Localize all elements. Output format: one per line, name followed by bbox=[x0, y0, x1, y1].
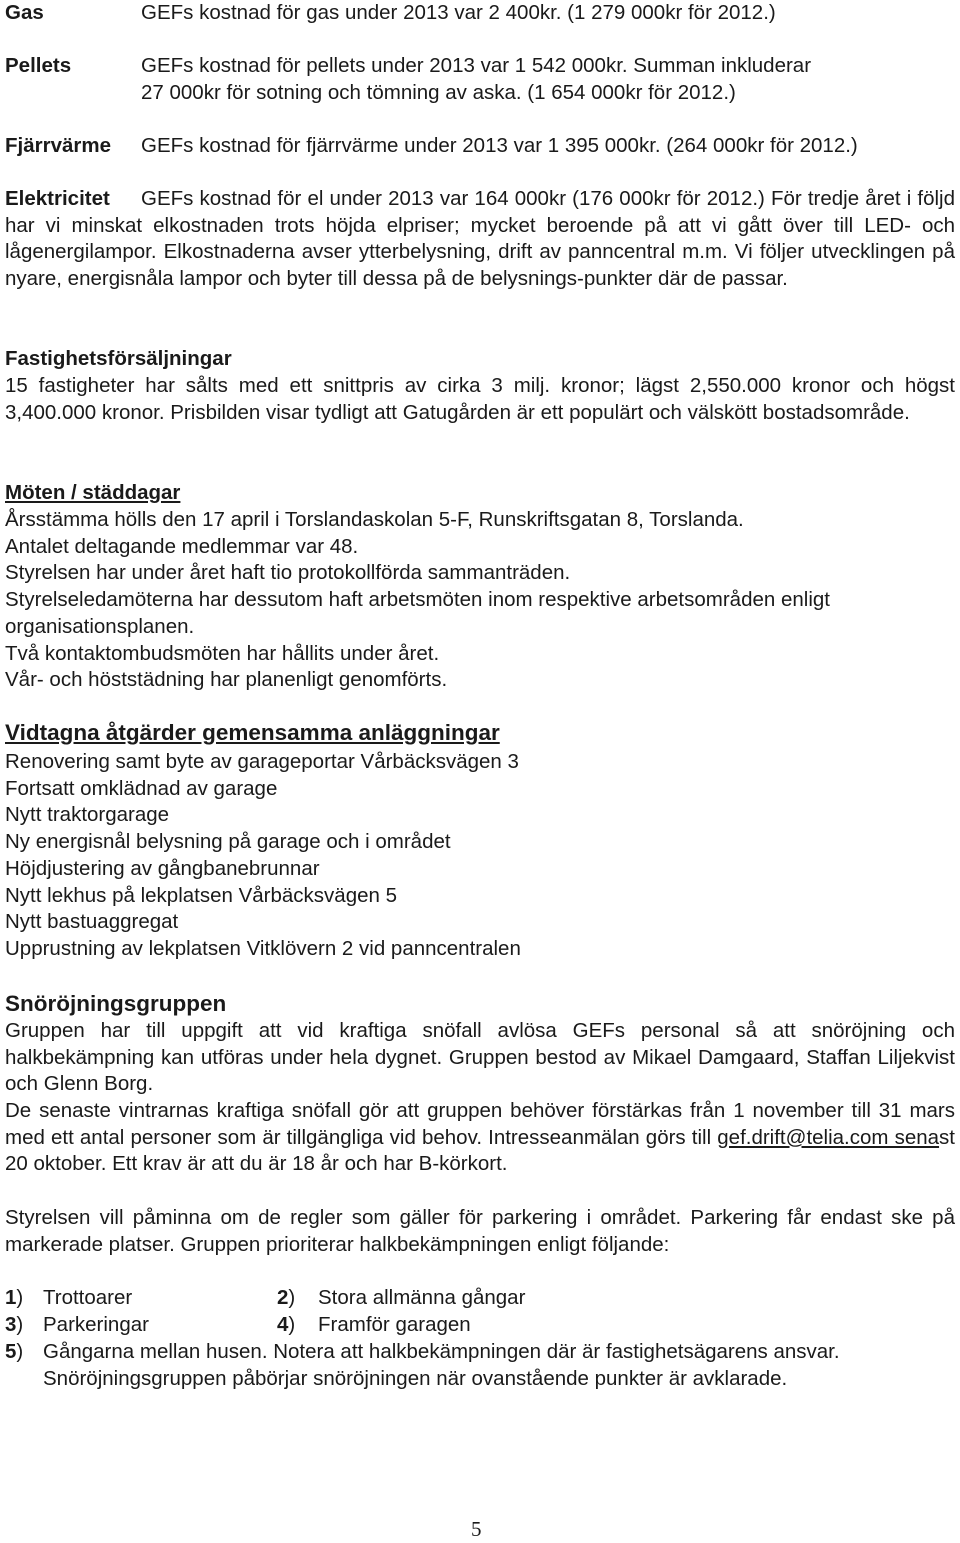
gas-text: GEFs kostnad för gas under 2013 var 2 400kr. (1 279 000kr för 2012.) bbox=[141, 1, 776, 24]
priority-paren: ) bbox=[16, 1313, 24, 1336]
moten-list bbox=[5, 507, 955, 694]
priority-number: 3 bbox=[5, 1313, 17, 1336]
priority-paren: ) bbox=[288, 1286, 296, 1309]
elektricitet-label: Elektricitet bbox=[5, 187, 110, 210]
priority-number: 2 bbox=[277, 1286, 289, 1309]
snorojning-para2 bbox=[5, 1098, 955, 1178]
priority-label: Stora allmänna gångar bbox=[318, 1286, 526, 1309]
fjarrvarme-text: GEFs kostnad för fjärrvärme under 2013 var 1 395 000kr. (264 000kr för 2012.) bbox=[141, 134, 858, 157]
atgarder-item: Nytt traktorgarage bbox=[5, 803, 170, 827]
priority-label: Gångarna mellan husen. Notera att halkbekämpningen där är fastighetsägarens ansvar. bbox=[43, 1340, 840, 1363]
atgarder-item: Nytt lekhus på lekplatsen Vårbäcksvägen 5 bbox=[5, 883, 398, 907]
elektricitet-text: GEFs kostnad för el under 2013 var 164 000kr (176 000kr för 2012.) För tredje året i följd har vi minskat elkostnaden trots höjda elpriser; mycket beroende på att vi gått över till LED- och lågenergilampor. Elkostnaderna avser ytterbelysning, drift av panncentral m.m. Vi följer utvecklingen på nyare, energisnåla lampor och byter till dessa på de belysnings-punkter där de passar. bbox=[5, 187, 955, 291]
priority-note: Snöröjningsgruppen påbörjar snöröjningen när ovanstående punkter är avklarade. bbox=[43, 1367, 788, 1390]
priority-item bbox=[5, 1285, 23, 1312]
fjarrvarme-label: Fjärrvärme bbox=[5, 134, 111, 157]
atgarder-item: Renovering samt byte av garageportar Vårbäcksvägen 3 bbox=[5, 750, 519, 773]
atgarder-list bbox=[5, 749, 955, 963]
priority-number: 1 bbox=[5, 1286, 17, 1309]
moten-heading: Möten / städdagar bbox=[5, 481, 181, 504]
elektricitet-paragraph bbox=[5, 186, 955, 293]
snorojning-para1: Gruppen har till uppgift att vid kraftiga snöfall avlösa GEFs personal så att snöröjning och halkbekämpning kan utföras under hela dygnet. Gruppen bestod av Mikael Damgaard, Staffan Liljekvist och Glenn Borg. bbox=[5, 1019, 955, 1096]
priority-paren: ) bbox=[16, 1340, 24, 1363]
snorojning-heading: Snöröjningsgruppen bbox=[5, 991, 227, 1016]
atgarder-heading: Vidtagna åtgärder gemensamma anläggningar bbox=[5, 720, 500, 745]
priority-number: 5 bbox=[5, 1340, 17, 1363]
parkering-text: Styrelsen vill påminna om de regler som gäller för parkering i området. Parkering får endast ske på markerade platser. Gruppen prioriterar halkbekämpningen enligt följande: bbox=[5, 1206, 955, 1256]
priority-item bbox=[277, 1285, 295, 1312]
priority-item bbox=[277, 1312, 295, 1339]
moten-line: Två kontaktombudsmöten har hållits under året. bbox=[5, 641, 440, 665]
moten-line: Antalet deltagande medlemmar var 48. bbox=[5, 534, 359, 558]
priority-paren: ) bbox=[288, 1313, 296, 1336]
moten-line: Årsstämma hölls den 17 april i Torslandaskolan 5-F, Runskriftsgatan 8, Torslanda. bbox=[5, 508, 744, 531]
moten-line: Vår- och höststädning har planenligt genomförts. bbox=[5, 668, 448, 692]
priority-label: Parkeringar bbox=[43, 1313, 149, 1336]
moten-line: Styrelseledamöterna har dessutom haft arbetsmöten inom respektive arbetsområden enligt bbox=[5, 588, 830, 612]
gas-label: Gas bbox=[5, 1, 44, 24]
atgarder-item: Fortsatt omklädnad av garage bbox=[5, 776, 278, 800]
atgarder-item: Höjdjustering av gångbanebrunnar bbox=[5, 856, 320, 880]
pellets-text-line1: GEFs kostnad för pellets under 2013 var 1 542 000kr. Summan inkluderar bbox=[141, 54, 812, 77]
moten-line: Styrelsen har under året haft tio protokollförda sammanträden. bbox=[5, 561, 571, 585]
fastigheter-text: 15 fastigheter har sålts med ett snittpris av cirka 3 milj. kronor; lägst 2,550.000 kronor och högst 3,400.000 kronor. Prisbilden visar tydligt att Gatugården är ett populärt och välskött bostadsområde. bbox=[5, 374, 955, 424]
snorojning-para2-end: st 20 oktober. Ett krav är att du är 18 år och har B-körkort. bbox=[5, 1125, 955, 1176]
fastigheter-heading: Fastighetsförsäljningar bbox=[5, 347, 232, 370]
pellets-text-line2: 27 000kr för sotning och tömning av aska. (1 654 000kr för 2012.) bbox=[141, 81, 736, 104]
pellets-label: Pellets bbox=[5, 54, 72, 77]
priority-number: 4 bbox=[277, 1313, 289, 1336]
moten-line: organisationsplanen. bbox=[5, 614, 195, 638]
atgarder-item: Ny energisnål belysning på garage och i området bbox=[5, 830, 451, 854]
atgarder-item: Upprustning av lekplatsen Vitklövern 2 vid panncentralen bbox=[5, 936, 521, 960]
atgarder-item: Nytt bastuaggregat bbox=[5, 910, 179, 934]
snorojning-para2-start: De senaste vintrarnas kraftiga snöfall gör att gruppen behöver förstärkas från 1 november till 31 mars med ett antal personer som är tillgängliga vid behov. Intresseanmälan görs till bbox=[5, 1099, 955, 1149]
priority-label: Framför garagen bbox=[318, 1313, 471, 1336]
priority-paren: ) bbox=[16, 1286, 24, 1309]
priority-item bbox=[5, 1339, 23, 1366]
page-number: 5 bbox=[471, 1517, 482, 1541]
priority-item bbox=[5, 1312, 23, 1339]
priority-label: Trottoarer bbox=[43, 1286, 133, 1309]
email-link[interactable]: gef.drift@telia.com sena bbox=[717, 1125, 940, 1149]
